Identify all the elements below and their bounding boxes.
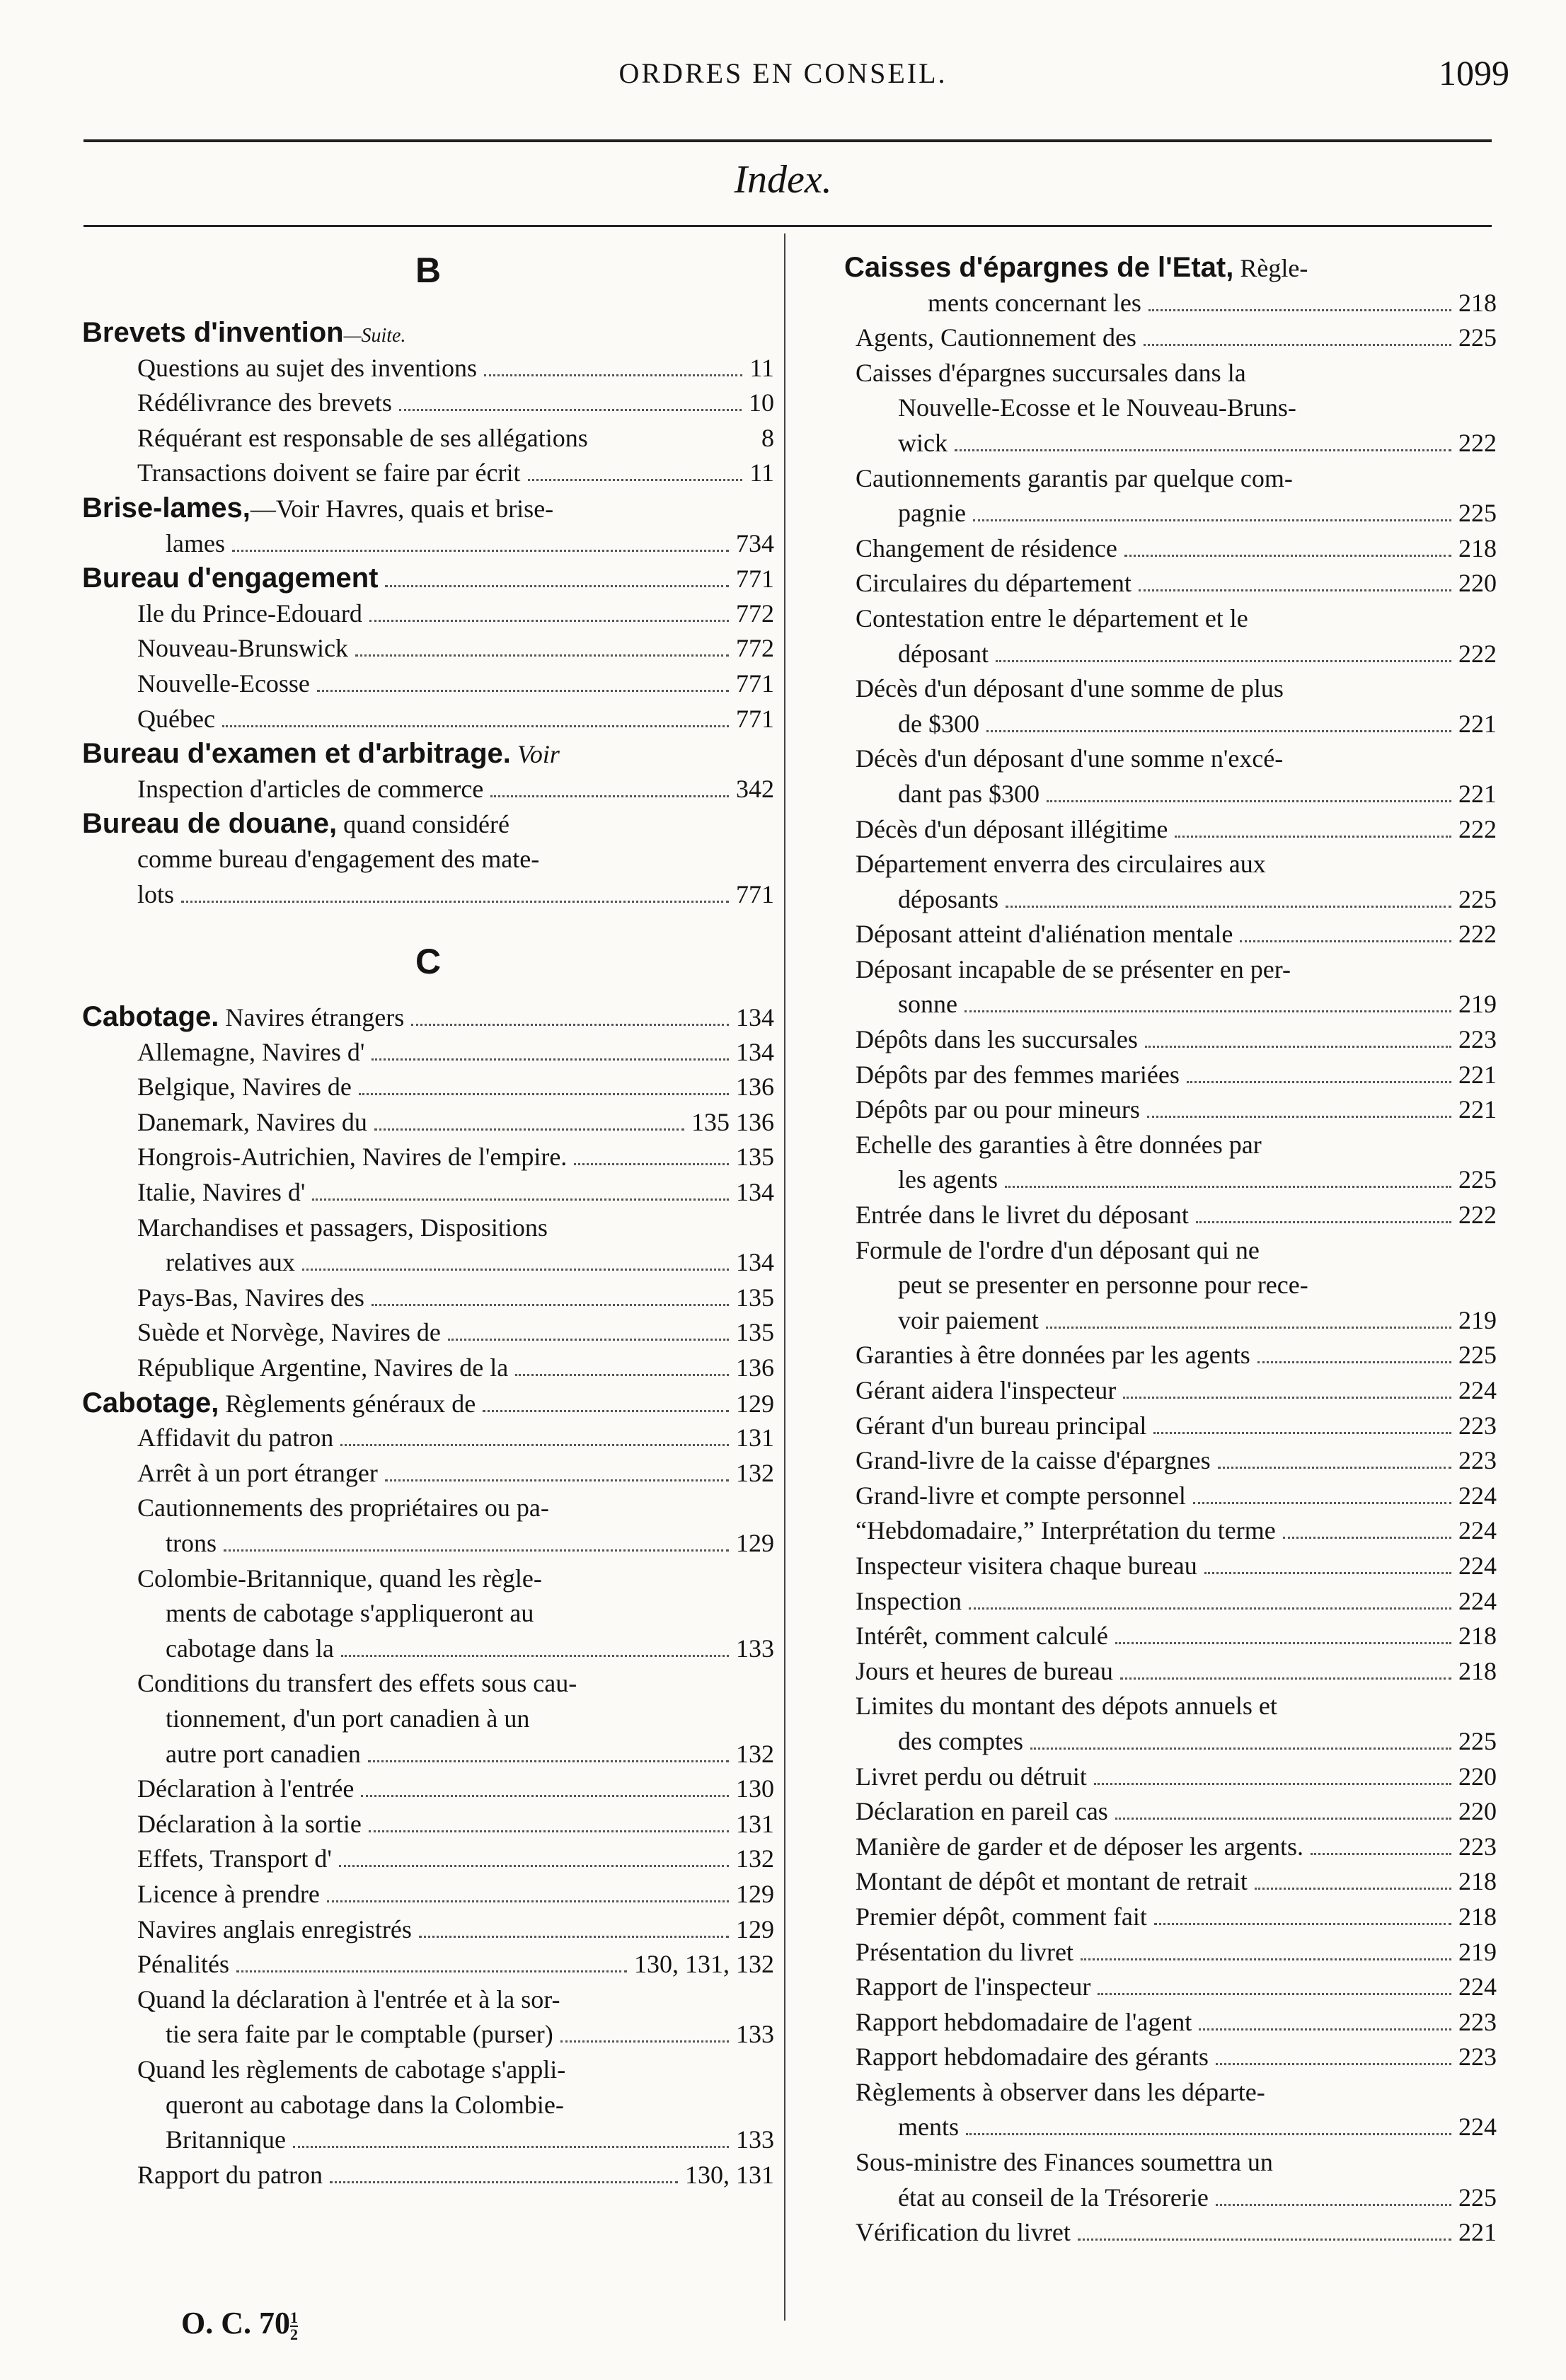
index-entry: Questions au sujet des inventions 11 (137, 353, 774, 382)
index-entry: Gérant d'un bureau principal 223 (856, 1411, 1497, 1440)
index-entry: Quand la déclaration à l'entrée et à la sor- (137, 1985, 560, 2014)
index-entry: Britannique 133 (166, 2125, 774, 2154)
index-entry: Décès d'un déposant d'une somme de plus (856, 674, 1284, 703)
index-entry: voir paiement 219 (898, 1305, 1497, 1334)
index-entry: Montant de dépôt et montant de retrait 218 (856, 1867, 1497, 1896)
index-entry: Pénalités 130, 131, 132 (137, 1950, 774, 1979)
index-entry: Département enverra des circulaires aux (856, 850, 1266, 879)
index-entry: Dépôts dans les succursales 223 (856, 1025, 1497, 1054)
index-entry: Québec 771 (137, 704, 774, 733)
index-entry: autre port canadien 132 (166, 1739, 774, 1768)
page-header (0, 50, 1566, 99)
index-entry: Déclaration à l'entrée 130 (137, 1774, 774, 1803)
index-entry: déposants 225 (898, 884, 1497, 913)
index-entry: Echelle des garanties à être données par (856, 1130, 1262, 1159)
index-entry: Inspecteur visitera chaque bureau 224 (856, 1551, 1497, 1580)
index-entry: Manière de garder et de déposer les argents. 223 (856, 1832, 1497, 1861)
index-entry: Règlements à observer dans les départe- (856, 2077, 1265, 2106)
index-entry: Sous-ministre des Finances soumettra un (856, 2148, 1273, 2177)
index-entry: Décès d'un déposant illégitime 222 (856, 814, 1497, 843)
index-entry: Intérêt, comment calculé 218 (856, 1622, 1497, 1651)
index-entry: comme bureau d'engagement des mate- (137, 844, 540, 873)
index-entry: Marchandises et passagers, Dispositions (137, 1213, 548, 1242)
index-entry: Dépôts par des femmes mariées 221 (856, 1060, 1497, 1089)
index-entry: Quand les règlements de cabotage s'appli- (137, 2055, 566, 2084)
header-rule (84, 139, 1492, 142)
index-entry: ments 224 (898, 2113, 1497, 2142)
index-entry: Danemark, Navires du 135 136 (137, 1107, 774, 1136)
index-entry: Présentation du livret 219 (856, 1937, 1497, 1966)
right-column (844, 233, 1497, 2251)
index-entry: Nouveau-Brunswick 772 (137, 634, 774, 663)
section-letter-c: C (415, 942, 442, 982)
index-entry: état au conseil de la Trésorerie 225 (898, 2183, 1497, 2212)
index-entry-heading: Brise-lames,—Voir Havres, quais et brise- (82, 492, 554, 524)
left-column (82, 233, 774, 2193)
index-entry: Suède et Norvège, Navires de 135 (137, 1318, 774, 1347)
index-entry: Décès d'un déposant d'une somme n'excé- (856, 744, 1284, 773)
index-entry: Italie, Navires d' 134 (137, 1178, 774, 1207)
running-title: ORDRES EN CONSEIL. (618, 57, 948, 89)
index-entry: Licence à prendre 129 (137, 1879, 774, 1908)
index-entry: Colombie-Britannique, quand les règle- (137, 1564, 542, 1593)
index-entry: Cautionnements des propriétaires ou pa- (137, 1494, 549, 1523)
index-entry: Vérification du livret 221 (856, 2218, 1497, 2247)
index-entry: Déclaration en pareil cas 220 (856, 1797, 1497, 1826)
index-entry: lames 734 (166, 528, 774, 558)
index-entry: Circulaires du département 220 (856, 569, 1497, 598)
index-entry: “Hebdomadaire,” Interprétation du terme 224 (856, 1516, 1497, 1545)
index-entry: ments concernant les 218 (928, 288, 1497, 317)
index-entry: Rédélivrance des brevets 10 (137, 388, 774, 417)
index-entry: lots 771 (137, 879, 774, 908)
index-entry: Affidavit du patron 131 (137, 1423, 774, 1452)
index-entry: les agents 225 (898, 1165, 1497, 1194)
index-entry: tie sera faite par le comptable (purser) 133 (166, 2020, 774, 2049)
index-entry: dant pas $300 221 (898, 779, 1497, 808)
index-entry: déposant 222 (898, 639, 1497, 668)
index-entry: wick 222 (898, 428, 1497, 457)
index-entry: Cautionnements garantis par quelque com- (856, 463, 1293, 492)
index-entry: Effets, Transport d' 132 (137, 1844, 774, 1873)
index-entry-heading: Brevets d'invention—Suite. (82, 317, 406, 348)
index-entry: Livret perdu ou détruit 220 (856, 1762, 1497, 1791)
index-entry: peut se presenter en personne pour rece- (898, 1271, 1308, 1300)
index-entry: Conditions du transfert des effets sous cau- (137, 1669, 577, 1698)
index-entry: ments de cabotage s'appliqueront au (166, 1599, 534, 1628)
index-entry: Limites du montant des dépots annuels et (856, 1692, 1277, 1721)
index-entry: Hongrois-Autrichien, Navires de l'empire. 135 (137, 1143, 774, 1172)
index-entry: Entrée dans le livret du déposant 222 (856, 1201, 1497, 1230)
index-entry: Rapport hebdomadaire de l'agent 223 (856, 2007, 1497, 2036)
index-entry: Premier dépôt, comment fait 218 (856, 1902, 1497, 1931)
index-entry: Navires anglais enregistrés 129 (137, 1914, 774, 1943)
index-title: Index. (734, 158, 832, 202)
column-divider (784, 233, 785, 2321)
index-entry: Déclaration à la sortie 131 (137, 1809, 774, 1838)
index-entry: Belgique, Navires de 136 (137, 1073, 774, 1102)
index-entry: Pays-Bas, Navires des 135 (137, 1283, 774, 1312)
index-entry: relatives aux 134 (166, 1248, 774, 1277)
index-entry: queront au cabotage dans la Colombie- (166, 2090, 564, 2119)
index-entry: Allemagne, Navires d' 134 (137, 1037, 774, 1066)
page-number: 1099 (1439, 53, 1509, 93)
index-entry: Inspection 224 (856, 1586, 1497, 1615)
footer-signature: O. C. 70 $\frac{1}{2}$ (181, 2306, 298, 2343)
index-entry: République Argentine, Navires de la 136 (137, 1353, 774, 1382)
section-letter-b: B (415, 250, 442, 290)
index-entry-heading: Bureau d'examen et d'arbitrage. Voir (82, 738, 560, 770)
fraction: $\frac{1}{2}$ (290, 2308, 298, 2343)
index-entry: cabotage dans la 133 (166, 1634, 774, 1663)
index-entry: Gérant aidera l'inspecteur 224 (856, 1376, 1497, 1404)
index-entry: pagnie 225 (898, 499, 1497, 528)
index-entry: Déposant incapable de se présenter en per- (856, 954, 1291, 983)
index-entry: Nouvelle-Ecosse et le Nouveau-Bruns- (898, 393, 1296, 422)
index-entry: des comptes 225 (898, 1726, 1497, 1755)
index-entry: tionnement, d'un port canadien à un (166, 1704, 530, 1733)
index-entry: Grand-livre et compte personnel 224 (856, 1481, 1497, 1510)
index-entry: Réquérant est responsable de ses allégations 8 (137, 423, 774, 452)
index-entry: Jours et heures de bureau 218 (856, 1656, 1497, 1685)
index-entry: Inspection d'articles de commerce 342 (137, 774, 774, 803)
index-entry-heading: Cabotage, Règlements généraux de 129 (82, 1387, 774, 1419)
index-entry: Changement de résidence 218 (856, 533, 1497, 562)
index-entry: Arrêt à un port étranger 132 (137, 1458, 774, 1487)
index-entry: trons 129 (166, 1529, 774, 1557)
index-entry: sonne 219 (898, 990, 1497, 1019)
index-entry: Rapport du patron 130, 131 (137, 2160, 774, 2189)
index-entry: Dépôts par ou pour mineurs 221 (856, 1095, 1497, 1124)
index-entry: Grand-livre de la caisse d'épargnes 223 (856, 1446, 1497, 1475)
index-entry-heading: Caisses d'épargnes de l'Etat, Règle- (844, 252, 1308, 283)
index-entry: Déposant atteint d'aliénation mentale 222 (856, 920, 1497, 949)
index-entry: de $300 221 (898, 709, 1497, 738)
index-entry: Transactions doivent se faire par écrit 11 (137, 458, 774, 487)
index-entry: Caisses d'épargnes succursales dans la (856, 358, 1246, 387)
index-entry: Garanties à être données par les agents 225 (856, 1341, 1497, 1370)
index-entry: Agents, Cautionnement des 225 (856, 323, 1497, 352)
index-entry-heading: Bureau de douane, quand considéré (82, 808, 509, 840)
index-entry: Formule de l'ordre d'un déposant qui ne (856, 1235, 1260, 1264)
index-entry-heading: Bureau d'engagement 771 (82, 562, 774, 594)
index-rule (84, 225, 1492, 227)
index-entry-heading: Cabotage. Navires étrangers 134 (82, 1001, 774, 1033)
index-entry: Rapport de l'inspecteur 224 (856, 1972, 1497, 2001)
index-entry: Ile du Prince-Edouard 772 (137, 599, 774, 628)
index-entry: Contestation entre le département et le (856, 603, 1248, 632)
index-entry: Nouvelle-Ecosse 771 (137, 669, 774, 698)
index-entry: Rapport hebdomadaire des gérants 223 (856, 2043, 1497, 2072)
